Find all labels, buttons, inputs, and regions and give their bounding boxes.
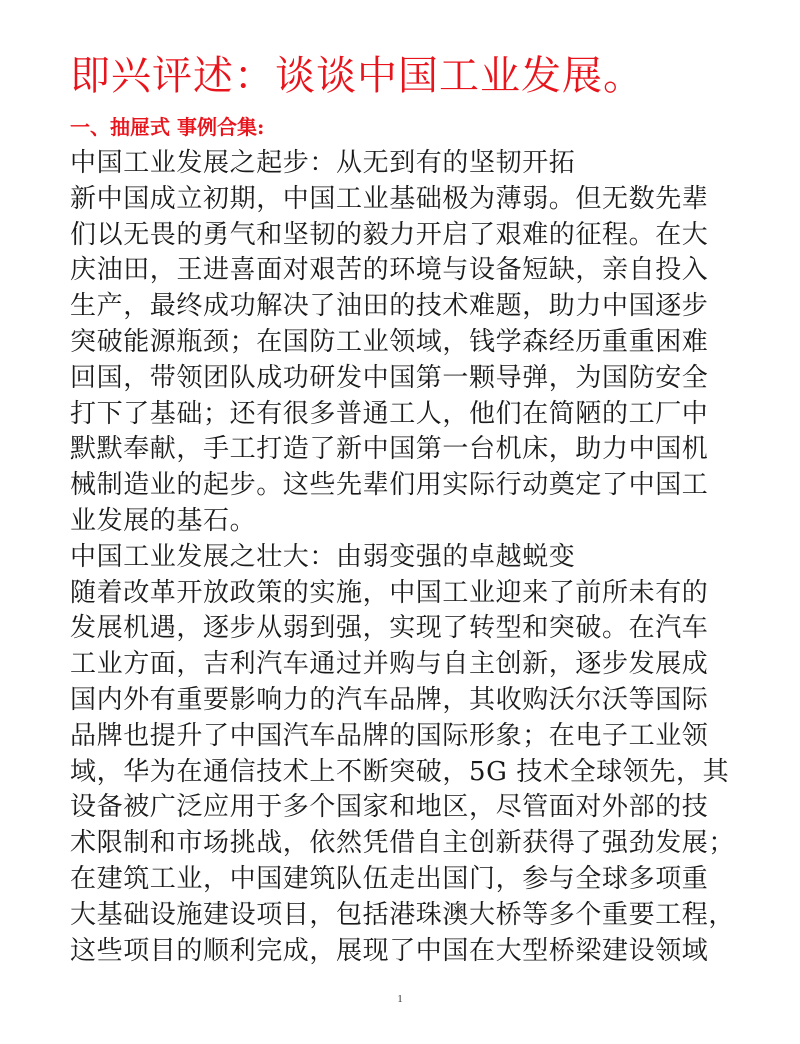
text-line: 术限制和市场挑战，依然凭借自主创新获得了强劲发展； (70, 828, 736, 859)
page-number: 1 (397, 993, 403, 1005)
text-line: 们以无畏的勇气和坚韧的毅力开启了艰难的征程。在大 (70, 219, 709, 250)
text-line: 设备被广泛应用于多个国家和地区，尽管面对外部的技 (70, 792, 709, 823)
text-line: 械制造业的起步。这些先辈们用实际行动奠定了中国工 (70, 470, 709, 501)
paragraph-heading: 中国工业发展之起步：从无到有的坚韧开拓 (70, 148, 576, 178)
body-text (70, 146, 740, 969)
text-line: 这些项目的顺利完成，展现了中国在大型桥梁建设领域 (70, 935, 709, 966)
text-line: 突破能源瓶颈；在国防工业领域，钱学森经历重重困难 (70, 326, 709, 357)
text-line: 庆油田，王进喜面对艰苦的环境与设备短缺，亲自投入 (70, 255, 709, 286)
text-line: 工业方面，吉利汽车通过并购与自主创新，逐步发展成 (70, 649, 709, 680)
text-line: 域，华为在通信技术上不断突破，5G 技术全球领先，其 (70, 756, 730, 787)
text-line: 默默奉献，手工打造了新中国第一台机床，助力中国机 (70, 434, 709, 465)
text-line: 品牌也提升了中国汽车品牌的国际形象；在电子工业领 (70, 720, 709, 751)
text-line: 新中国成立初期，中国工业基础极为薄弱。但无数先辈 (70, 183, 709, 214)
text-line: 随着改革开放政策的实施，中国工业迎来了前所未有的 (70, 577, 709, 608)
text-line: 业发展的基石。 (70, 505, 257, 536)
text-line: 发展机遇，逐步从弱到强，实现了转型和突破。在汽车 (70, 613, 709, 644)
text-line: 打下了基础；还有很多普通工人，他们在简陋的工厂中 (70, 398, 709, 429)
section-heading: 一、抽屉式 事例合集: (70, 115, 265, 139)
text-line: 大基础设施建设项目，包括港珠澳大桥等多个重要工程， (70, 899, 736, 930)
text-line: 国内外有重要影响力的汽车品牌，其收购沃尔沃等国际 (70, 684, 709, 715)
text-line: 生产，最终成功解决了油田的技术难题，助力中国逐步 (70, 291, 709, 322)
text-line: 在建筑工业，中国建筑队伍走出国门，参与全球多项重 (70, 863, 709, 894)
text-line: 回国，带领团队成功研发中国第一颗导弹，为国防安全 (70, 362, 709, 393)
paragraph-heading: 中国工业发展之壮大：由弱变强的卓越蜕变 (70, 541, 576, 572)
page-title: 即兴评述：谈谈中国工业发展。 (70, 53, 644, 99)
